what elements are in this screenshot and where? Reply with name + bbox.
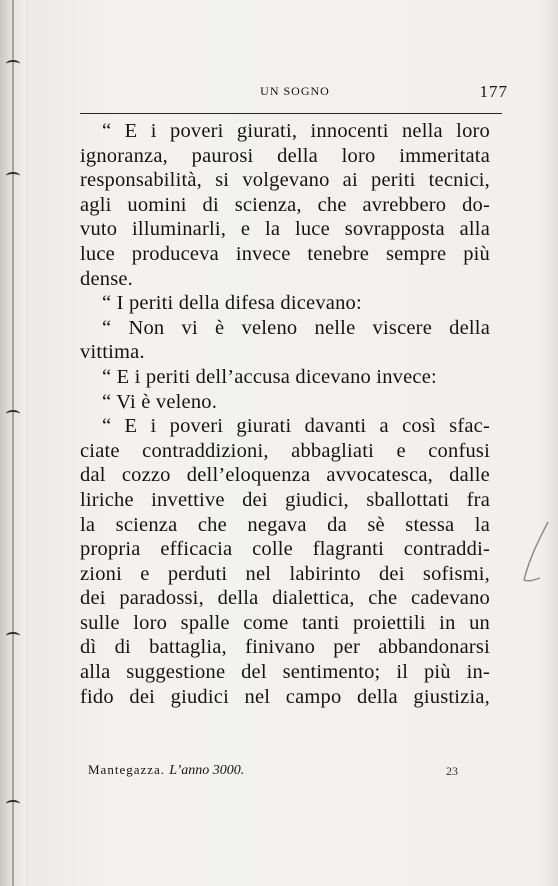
- footer-signature-line: [88, 762, 244, 779]
- text-line: liriche invettive dei giudici, sballottati fra: [80, 488, 490, 511]
- spine-fold-line: [12, 0, 14, 886]
- text-line: fido dei giudici nel campo della giustizia,: [80, 685, 490, 708]
- book-spine: [0, 0, 26, 886]
- text-line: vuto illuminarli, e la luce sovrapposta alla: [80, 218, 490, 241]
- text-line: zioni e perduti nel labirinto dei sofismi,: [80, 562, 490, 585]
- text-line: sulle loro spalle come tanti proiettili in un: [80, 611, 490, 634]
- text-line: alla suggestione del sentimento; il più in-: [80, 661, 490, 684]
- text-line: “ Vi è veleno.: [102, 390, 218, 413]
- binding-thread-mark: [6, 632, 20, 640]
- text-line: dal cozzo dell’eloquenza avvocatesca, dalle: [80, 464, 490, 487]
- margin-pencil-mark: [518, 520, 552, 590]
- binding-thread-mark: [6, 410, 20, 418]
- text-line: dì di battaglia, finivano per abbandonarsi: [80, 636, 490, 659]
- text-line: “ E i periti dell’accusa dicevano invece:: [102, 365, 437, 388]
- binding-thread-mark: [6, 172, 20, 180]
- text-line: dei paradossi, della dialettica, che cadevano: [80, 587, 490, 610]
- text-line: propria efficacia colle flagranti contraddi-: [80, 538, 490, 561]
- body-text: [80, 119, 490, 709]
- footer-author: Mantegazza.: [88, 762, 166, 777]
- text-line: vittima.: [80, 341, 145, 364]
- binding-thread-mark: [6, 60, 20, 68]
- page-footer: [88, 760, 458, 784]
- text-line: ignoranza, paurosi della loro immeritata: [80, 144, 490, 167]
- binding-thread-mark: [6, 800, 20, 808]
- page-number: 177: [479, 82, 508, 101]
- running-title: UN SOGNO: [260, 84, 330, 98]
- signature-mark: 23: [446, 764, 458, 778]
- header-rule: [80, 113, 502, 114]
- text-line: dense.: [80, 267, 134, 290]
- text-line: agli uomini di scienza, che avrebbero do-: [80, 193, 490, 216]
- text-line: “ E i poveri giurati davanti a così sfac-: [102, 415, 490, 438]
- text-line: “ I periti della difesa dicevano:: [102, 292, 362, 315]
- text-line: “ E i poveri giurati, innocenti nella loro: [102, 120, 490, 142]
- page-header: [82, 84, 508, 108]
- text-line: “ Non vi è veleno nelle viscere della: [102, 316, 490, 339]
- footer-book-title: L’anno 3000.: [169, 763, 245, 778]
- text-line: responsabilità, si volgevano ai periti tecnici,: [80, 169, 490, 192]
- text-line: la scienza che negava da sè stessa la: [80, 513, 490, 536]
- text-line: luce produceva invece tenebre sempre più: [80, 242, 490, 265]
- text-line: ciate contraddizioni, abbagliati e confusi: [80, 439, 490, 462]
